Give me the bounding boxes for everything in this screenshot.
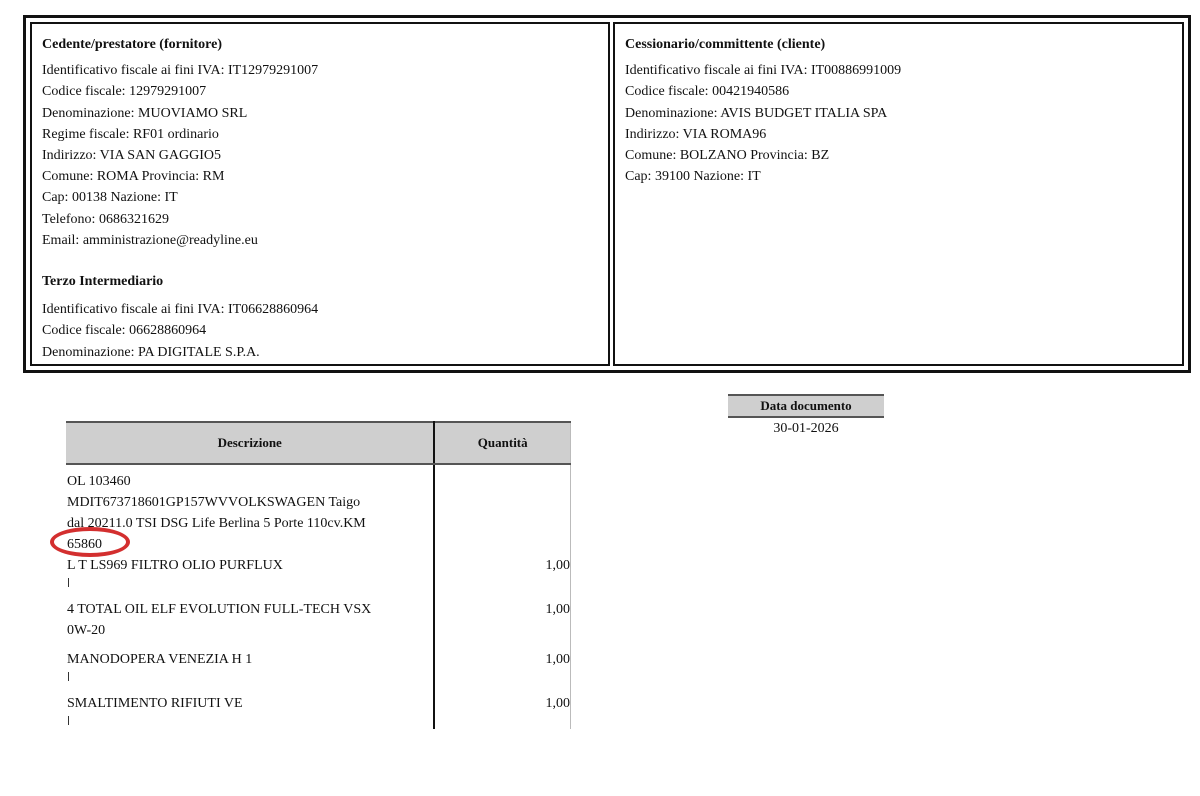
cessionario-box (613, 22, 1184, 366)
cedente-line: Codice fiscale: 12979291007 (42, 84, 207, 100)
cedente-line: Cap: 00138 Nazione: IT (42, 190, 178, 206)
intro-line: MDIT673718601GP157WVVOLKSWAGEN Taigo (67, 495, 361, 510)
cedente-line: Regime fiscale: RF01 ordinario (42, 126, 219, 142)
item-description: SMALTIMENTO RIFIUTI VE (67, 696, 243, 711)
description-cell (66, 649, 434, 693)
parties-frame (23, 15, 1191, 373)
cedente-line: Identificativo fiscale ai fini IVA: IT12979291007 (42, 63, 319, 79)
header-quantita: Quantità (434, 422, 570, 464)
table-row (66, 649, 571, 693)
cedente-box (30, 22, 610, 366)
terzo-title: Terzo Intermediario (42, 274, 164, 290)
cedente-line: Comune: ROMA Provincia: RM (42, 169, 225, 185)
cedente-title: Cedente/prestatore (fornitore) (42, 37, 222, 52)
cedente-line: Denominazione: MUOVIAMO SRL (42, 105, 248, 121)
quantity-cell: 1,00 (434, 693, 570, 729)
document-date-box (728, 394, 884, 440)
terzo-line: Denominazione: PA DIGITALE S.P.A. (42, 344, 260, 360)
item-description: 0W-20 (67, 623, 106, 638)
cessionario-line: Codice fiscale: 00421940586 (625, 84, 790, 100)
description-cell (66, 693, 434, 729)
table-row (66, 693, 571, 729)
table-row (66, 555, 571, 599)
cedente-line: Telefono: 0686321629 (42, 211, 169, 227)
tick-mark (67, 670, 433, 685)
item-description: 4 TOTAL OIL ELF EVOLUTION FULL-TECH VSX (67, 602, 372, 617)
intro-line: dal 20211.0 TSI DSG Life Berlina 5 Porte 110cv.KM (67, 516, 366, 531)
item-description: L T LS969 FILTRO OLIO PURFLUX (67, 558, 283, 573)
cessionario-line: Indirizzo: VIA ROMA96 (625, 126, 767, 142)
mileage-value: 65860 (67, 537, 102, 552)
item-description: MANODOPERA VENEZIA H 1 (67, 652, 253, 667)
terzo-line: Identificativo fiscale ai fini IVA: IT06628860964 (42, 302, 319, 318)
quantity-cell: 1,00 (434, 555, 570, 599)
table-row (66, 464, 571, 555)
tick-mark (67, 576, 433, 591)
cessionario-title: Cessionario/committente (cliente) (625, 37, 826, 52)
cedente-line: Email: amministrazione@readyline.eu (42, 232, 258, 248)
quantity-cell: 1,00 (434, 649, 570, 693)
red-circle-annotation (50, 527, 130, 557)
cedente-line: Indirizzo: VIA SAN GAGGIO5 (42, 148, 221, 164)
cessionario-line: Cap: 39100 Nazione: IT (625, 169, 761, 185)
cessionario-line: Comune: BOLZANO Provincia: BZ (625, 148, 830, 164)
document-date-value: 30-01-2026 (773, 421, 839, 436)
header-descrizione: Descrizione (66, 422, 434, 464)
quantity-cell: 1,00 (434, 599, 570, 649)
cessionario-line: Identificativo fiscale ai fini IVA: IT00886991009 (625, 63, 902, 79)
table-row (66, 599, 571, 649)
table-header-row (66, 422, 571, 464)
description-cell (66, 599, 434, 649)
description-cell (66, 555, 434, 599)
intro-line: OL 103460 (67, 474, 131, 489)
document-date-label: Data documento (728, 394, 884, 418)
tick-mark (67, 714, 433, 729)
line-items-table (66, 421, 571, 729)
quantity-cell (434, 464, 570, 555)
terzo-line: Codice fiscale: 06628860964 (42, 323, 207, 339)
cessionario-line: Denominazione: AVIS BUDGET ITALIA SPA (625, 105, 888, 121)
